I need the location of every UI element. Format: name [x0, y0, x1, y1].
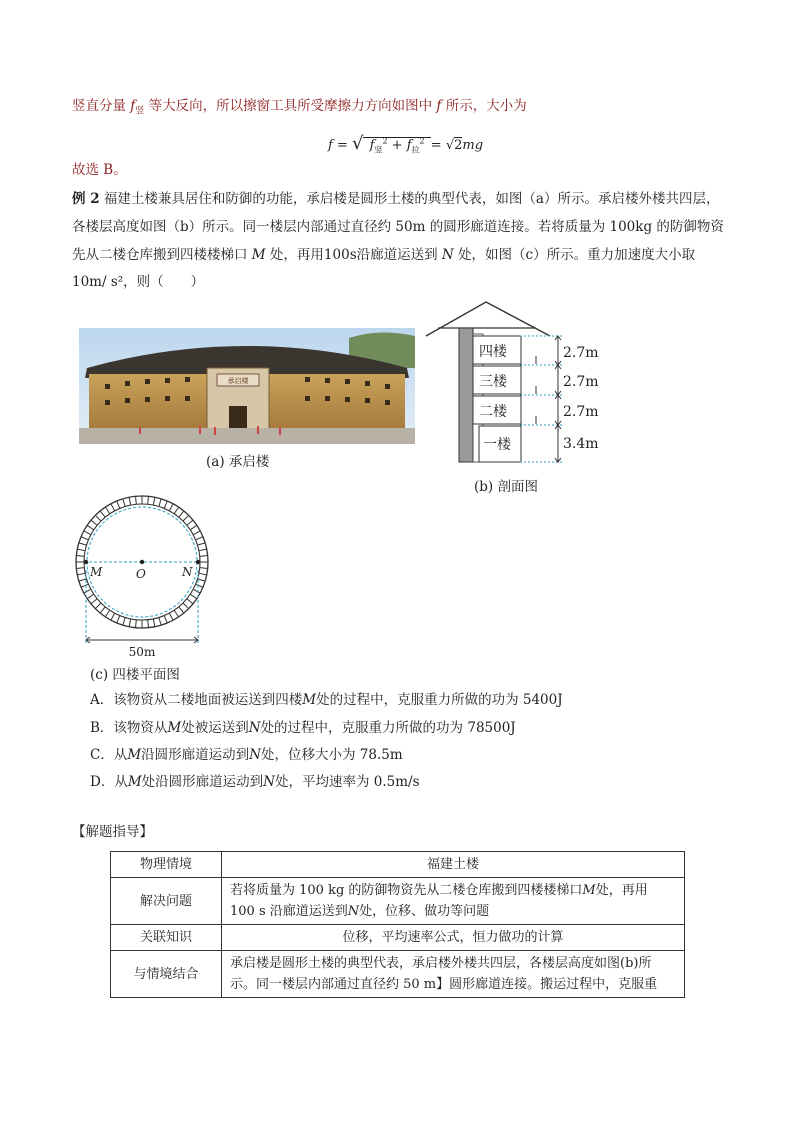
text-segment: 100 s 沿廊道运送到 [230, 904, 348, 919]
text-line-1 [72, 96, 527, 122]
wall-tick [190, 525, 197, 529]
text-segment: 处，再用100s沿廊道运送到 [269, 247, 438, 263]
text-segment: 处的过程中，克服重力所做的功为 78500J [260, 720, 516, 736]
wall-tick [169, 613, 173, 620]
wall-tick [164, 501, 167, 508]
wall-tick [77, 573, 85, 575]
floor-label-4: 四楼 [479, 344, 507, 360]
wall-tick [136, 620, 137, 628]
diameter-label: 50m [128, 645, 156, 659]
formula-term: f [406, 138, 412, 153]
point-m: M [127, 747, 142, 763]
text-segment: 竖直分量 [72, 98, 126, 114]
wall-tick [95, 515, 101, 521]
text-segment: A．该物资从二楼地面被运送到四楼 [90, 692, 303, 708]
point-m: M [127, 774, 142, 790]
mass-value: 100kg [609, 219, 653, 235]
point-n: N [347, 904, 360, 919]
text-segment: D．从 [90, 774, 128, 790]
height-label-2: 2.7m [563, 404, 599, 420]
table-key: 关联知识 [111, 925, 222, 951]
example-line-4: 10m/ s²，则（ ） [72, 274, 205, 290]
wall-tick [174, 610, 178, 617]
wall-tick [136, 496, 137, 504]
formula: f = √ $f_竖^2 + f_拉^2 = √2mg$ [328, 133, 484, 155]
text-segment: 处，平均速率为 0.5m/s [274, 774, 420, 790]
wall-tick [179, 607, 184, 613]
wall-tick [159, 618, 161, 626]
wall-tick [79, 543, 87, 545]
wall-tick [87, 525, 94, 529]
table-value [222, 878, 685, 925]
floor-label-3: 三楼 [479, 374, 507, 390]
photo-sign: 承启楼 [227, 377, 249, 385]
wall-tick [129, 619, 131, 627]
text-segment: 先从二楼仓库搬到四楼楼梯口 [72, 247, 248, 263]
table-value: 位移，平均速率公式，恒力做功的计算 [222, 925, 685, 951]
text-segment: 示。同一楼层内部通过直径约 50 m】圆形廊道连接。搬运过程中，克服重 [230, 977, 658, 992]
text-segment: C．从 [90, 747, 128, 763]
example-line-2 [72, 217, 724, 237]
wall-tick [183, 603, 189, 609]
point-m-label: M [90, 565, 103, 579]
figure-a-caption: (a) 承启楼 [206, 454, 270, 470]
wall-tick [129, 497, 131, 505]
formula-sub: 竖 [374, 145, 383, 155]
text-segment: 各楼层高度如图（b）所示。同一楼层内部通过直径约 50m 的圆形廊道连接。若将质量为 [72, 219, 606, 235]
wall-tick [148, 620, 149, 628]
wall-tick [198, 579, 206, 581]
wall-tick [193, 589, 200, 593]
subscript: 竖 [135, 106, 145, 117]
wall-tick [153, 497, 155, 505]
table-value [222, 951, 685, 998]
example-line-1 [72, 189, 719, 209]
formula-var: mg [462, 138, 484, 153]
table-row [111, 951, 685, 998]
figure-b-section [424, 298, 614, 470]
height-label-4: 2.7m [563, 345, 599, 361]
figure-c-plan [70, 490, 216, 660]
floor-label-1: 一楼 [483, 437, 511, 453]
table-key: 物理情境 [111, 852, 222, 878]
wall-tick [179, 511, 184, 517]
wall-tick [81, 584, 88, 587]
text-segment: 等大反向，所以擦窗工具所受摩擦力方向如图中 [148, 98, 433, 114]
text-segment: B．该物资从 [90, 720, 168, 736]
point-n: N [248, 720, 261, 736]
text-segment: 处被运送到 [181, 720, 249, 736]
text-segment: 的防御物资 [656, 219, 724, 235]
wall-tick [183, 515, 189, 521]
guide-table [110, 851, 685, 998]
text-segment: 所示，大小为 [445, 98, 527, 114]
wall-tick [199, 573, 207, 575]
wall-tick [187, 599, 193, 604]
text-segment: 处，如图（c）所示。重力加速度大小取 [458, 247, 696, 263]
option-c[interactable] [90, 745, 403, 765]
point-o-label: O [136, 567, 146, 581]
text-segment: 承启楼是圆形土楼的典型代表，承启楼外楼共四层，各楼层高度如图(b)所 [230, 956, 652, 971]
answer-line: 故选 B。 [72, 162, 127, 178]
example-line-3 [72, 245, 695, 265]
text-segment: 处，位移、做功等问题 [359, 904, 490, 919]
formula-plus: + [391, 138, 403, 153]
wall-tick [100, 511, 105, 517]
wall-tick [148, 496, 149, 504]
wall-tick [159, 499, 161, 507]
floor-label-2: 二楼 [479, 404, 507, 420]
text-segment: 沿圆形廊道运动到 [141, 747, 250, 763]
table-key: 解决问题 [111, 878, 222, 925]
wall-tick [79, 579, 87, 581]
point-n: N [441, 247, 454, 263]
wall-tick [200, 568, 208, 569]
figure-b-caption: (b) 剖面图 [474, 479, 538, 495]
wall-tick [200, 556, 208, 557]
text-segment: 福建土楼兼具居住和防御的功能，承启楼是圆形土楼的典型代表，如图（a）所示。承启楼外楼共四层， [103, 191, 720, 207]
text-segment: 处，位移大小为 78.5m [260, 747, 403, 763]
table-row [111, 925, 685, 951]
wall-tick [91, 599, 97, 604]
table-row [111, 852, 685, 878]
wall-tick [81, 537, 88, 540]
wall-tick [84, 589, 91, 593]
wall-tick [91, 520, 97, 525]
figure-c-caption: (c) 四楼平面图 [90, 667, 180, 683]
wall-tick [105, 610, 109, 617]
point-n-label: N [182, 565, 193, 579]
formula-root: 2 [454, 138, 463, 153]
text-segment: 处的过程中，克服重力所做的功为 5400J [316, 692, 563, 708]
height-label-1: 3.4m [563, 436, 599, 452]
wall-tick [196, 537, 203, 540]
text-segment: 若将质量为 100 kg 的防御物资先从二楼仓库搬到四楼楼梯口 [230, 883, 583, 898]
option-b[interactable] [90, 718, 516, 738]
table-value: 福建土楼 [222, 852, 685, 878]
wall-tick [100, 607, 105, 613]
wall-tick [77, 549, 85, 551]
text-segment: 处沿圆形廊道运动到 [141, 774, 264, 790]
wall-tick [174, 507, 178, 514]
wall-tick [199, 549, 207, 551]
table-key: 与情境结合 [111, 951, 222, 998]
wall-tick [117, 616, 120, 623]
wall-tick [111, 504, 115, 511]
point-m: M [251, 247, 266, 263]
option-d[interactable] [90, 772, 420, 792]
wall-tick [117, 501, 120, 508]
wall-tick [111, 613, 115, 620]
wall-tick [196, 584, 203, 587]
photo-chengqi-building [79, 328, 415, 444]
wall-tick [84, 531, 91, 535]
formula-lhs: f [328, 138, 333, 153]
guide-heading: 【解题指导】 [72, 824, 153, 840]
point-m: M [167, 720, 182, 736]
wall-tick [123, 618, 125, 626]
symbol-f: f [130, 98, 136, 114]
option-a[interactable] [90, 690, 563, 710]
wall-tick [105, 507, 109, 514]
symbol-f: f [436, 98, 442, 114]
formula-eq: = [430, 138, 442, 153]
wall-tick [190, 594, 197, 598]
table-row [111, 878, 685, 925]
point-n: N [263, 774, 275, 790]
point-n: N [249, 747, 261, 763]
wall-tick [76, 556, 84, 557]
point-m: M [582, 883, 596, 898]
formula-exp: 2 [382, 136, 388, 146]
point-m: M [302, 692, 317, 708]
wall-tick [153, 619, 155, 627]
formula-term: f [369, 138, 375, 153]
formula-sub: 拉 [411, 145, 420, 155]
wall-tick [169, 504, 173, 511]
wall-tick [198, 543, 206, 545]
height-label-3: 2.7m [563, 374, 599, 390]
example-label: 例 2 [72, 191, 100, 207]
text-segment: 处，再用 [595, 883, 648, 898]
wall-tick [193, 531, 200, 535]
wall-tick [164, 616, 167, 623]
formula-exp: 2 [419, 136, 425, 146]
wall-tick [76, 568, 84, 569]
wall-tick [87, 594, 94, 598]
wall-tick [95, 603, 101, 609]
wall-tick [187, 520, 193, 525]
wall-tick [123, 499, 125, 507]
formula-eq: = [336, 138, 348, 153]
